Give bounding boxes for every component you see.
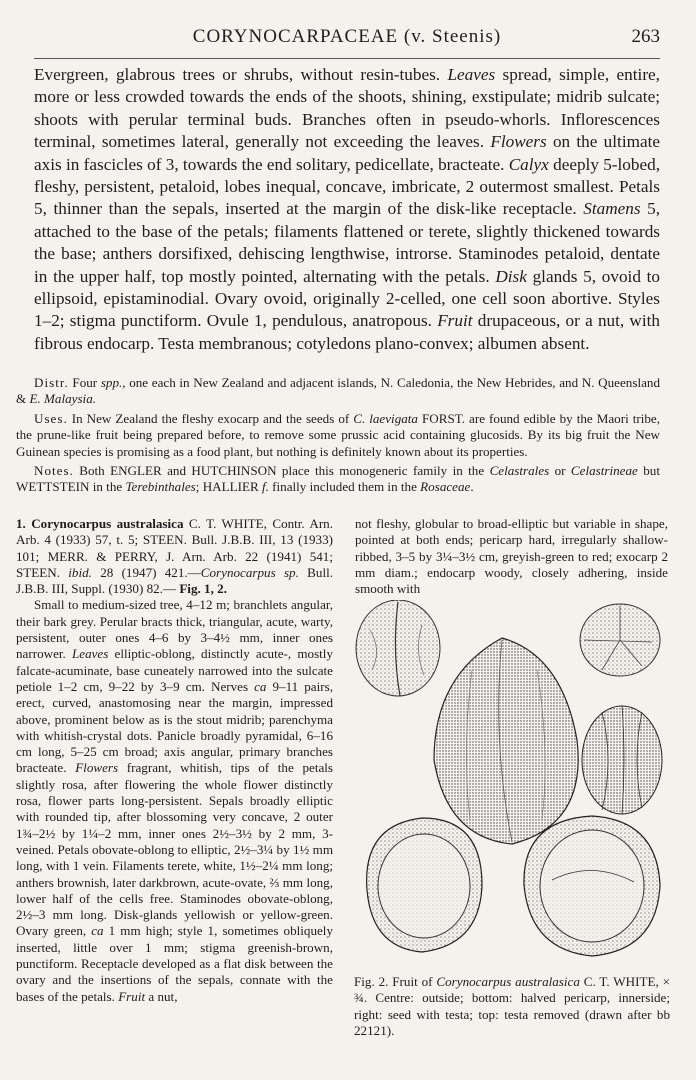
text-run: ca xyxy=(254,678,267,694)
text-run: Rosaceae xyxy=(420,479,471,495)
text-run: elliptic-oblong, distinctly acute-, mostly falcate-acuminate, base cuneately narrowed into the sulcate petiole 1–2 cm, 9–22 by 3–9 cm. Nerves xyxy=(16,646,333,694)
pericarp-bottom-left xyxy=(367,818,482,952)
text-run: Flowers xyxy=(490,132,547,152)
species-column-right xyxy=(355,516,668,597)
text-run: Fruit xyxy=(118,988,146,1004)
page-number: 263 xyxy=(631,26,660,47)
pericarp-bottom-right xyxy=(524,816,660,956)
text-run: or xyxy=(549,463,571,479)
text-run: E. Malaysia. xyxy=(29,391,97,407)
text-run: Leaves xyxy=(71,646,109,662)
text-run: spp. xyxy=(100,375,123,390)
family-description xyxy=(34,64,660,355)
text-run: C. T. WHITE, Contr. Arn. Arb. 4 (1933) 57, t. 5; STEEN. Bull. J.B.B. III, 13 (1933) 101; MERR. & PERRY, J. Arn. Arb. 22 (1941) 541; STEEN. xyxy=(16,516,334,580)
text-run: Uses. xyxy=(34,410,68,426)
species-description-continued: not fleshy, globular to broad-elliptic but variable in shape, pointed at both ends; pericarp hard, irregularly shallow-ribbed, 3–5 by 3¼–3½ cm, greyish-green to red; exocarp 2 mm diam.; endocarp woody, closely adhering, inside smooth with xyxy=(355,516,668,597)
text-run: C. laevigata xyxy=(353,410,418,426)
text-run: Evergreen, glabrous trees or shrubs, without resin-tubes. xyxy=(34,65,448,84)
text-run: Both ENGLER and HUTCHINSON place this monogeneric family in the xyxy=(73,463,490,479)
species-heading xyxy=(16,516,333,597)
text-run: 9–11 pairs, erect, curved, anastomosing near the margin, impressed above, prominent below as is the stout midrib; parenchyma with whitish-crystal dots. Panicle broadly pyramidal, 6–16 cm long, 5–25 cm broad; axis angular, primary branches bracteate. xyxy=(16,678,333,776)
text-run: Notes. xyxy=(34,463,74,479)
text-run: FORST. are found edible by the Maori tribe, the prune-like fruit being prepared before, to remove some prussic acid containing glucosids. By its big fruit the New Guinean species is promising as a food plant, but nothing is definitely known about its properties. xyxy=(16,410,660,459)
text-run: Terebinthales xyxy=(125,479,196,495)
text-run: , one each in New Zealand and adjacent islands, N. Caledonia, the New Hebrides, and N. Queensland & xyxy=(16,375,660,407)
text-run: ibid. xyxy=(68,564,92,580)
text-run: Celastrineae xyxy=(570,463,638,479)
figure-caption xyxy=(354,974,670,1039)
text-run: Small to medium-sized tree, 4–12 m; branchlets angular, their bark grey. Perular bracts thick, triangular, acute, warty, persistent, outer ones 4–6 by 3–4½ mm, inner ones narrower. xyxy=(16,597,333,662)
text-run: ca xyxy=(91,923,104,939)
text-run: Flowers xyxy=(75,760,119,776)
text-run: finally included them in the xyxy=(268,479,421,495)
text-run: Bull. J.B.B. III, Suppl. (1930) 82.— xyxy=(16,564,333,597)
header-rule xyxy=(34,58,660,59)
text-run: deeply 5-lobed, fleshy, persistent, petaloid, lobes inequal, concave, imbricate, 2 outermost smallest. Petals 5, thinner than the sepals, inserted at the margin of the disk-like receptacle. xyxy=(34,154,661,219)
text-run: Leaves xyxy=(447,65,496,84)
running-title: CORYNOCARPACEAE (v. Steenis) xyxy=(192,26,502,47)
text-run: on the ultimate axis in fascicles of 3, towards the end solitary, pedicellate, bracteate. xyxy=(34,132,661,174)
text-run: Fig. 1, 2. xyxy=(179,581,227,597)
text-run: Fig. 2. Fruit of xyxy=(354,974,437,989)
uses-paragraph xyxy=(16,411,660,460)
seed-top-right xyxy=(580,604,660,676)
text-run: In New Zealand the fleshy exocarp and the seeds of xyxy=(67,410,354,426)
fruit-centre xyxy=(434,638,578,844)
text-run: Distr. xyxy=(34,375,69,390)
text-run: f. xyxy=(261,479,269,495)
text-run: glands 5, ovoid to ellipsoid, epistaminodial. Ovary ovoid, originally 2-celled, one cell soon abortive. Styles 1–2; stigma punctiform. Ovule 1, pendulous, anatropous. xyxy=(34,266,660,331)
text-run: fragrant, whitish, tips of the petals slightly rosa, after flowering the whole flower distinctly rosa, flower parts long-persistent. Sepals broadly elliptic with rounded tip, after blossoming very concave, 2 outer 1¾–2½ by 1¼–2 mm, inner ones 2½–3½ by 2 mm, 3-veined. Petals obovate-oblong to elliptic, 2½–3¼ by 1½ mm long, with 1 vein. Filaments terete, white, 1½–2¼ mm long; anthers brownish, later darkbrown, acute-ovate, ⅔ mm long, lower half of the cells free. Staminodes obovate-oblong, 2½–3 mm long. Disk-glands yellowish or yellow-green. Ovary green, xyxy=(16,760,333,939)
text-run: but WETTSTEIN in the xyxy=(16,463,660,495)
distribution-paragraph xyxy=(16,375,660,408)
text-run: 1 mm high; style 1, sometimes obliquely inserted, little over 1 mm; stigma greenish-brown, punctiform. Receptacle developed as a flat disk between the ovary and the insertions of the sepals, connate with the bases of the petals. xyxy=(16,923,333,1004)
text-run: ; HALLIER xyxy=(195,479,262,495)
text-run: Celastrales xyxy=(489,463,550,479)
text-run: C. T. WHITE, × ¾. Centre: outside; bottom: halved pericarp, innerside; right: seed with testa; top: testa removed (drawn after bb 22121). xyxy=(354,974,670,1038)
fruit-illustration xyxy=(352,600,670,970)
text-run: Stamens xyxy=(583,199,641,219)
species-description xyxy=(16,597,333,1004)
text-run: . xyxy=(470,479,474,495)
text-run: Fruit xyxy=(437,311,473,331)
text-run: drupaceous, or a nut, with fibrous endocarp. Testa membranous; cotyledons plano-convex; albumen absent. xyxy=(34,311,660,353)
text-run: spread, simple, entire, more or less crowded towards the ends of the shoots, shining, exstipulate; midrib sulcate; shoots with perular terminal buds. Branches often in pseudo-whorls. Inflorescences terminal, sometimes lateral, generally not exceeding the leaves. xyxy=(34,65,660,152)
seed-top-left xyxy=(356,600,440,696)
text-run: Corynocarpus australasica xyxy=(436,974,580,989)
text-run: Disk xyxy=(495,266,527,286)
text-run: 5, attached to the base of the petals; filaments flattened or terete, slightly thickened towards the base; anthers dorsifixed, dehiscing lengthwise, introrse. Staminodes petaloid, dentate in the upper half, top mostly pointed, alternating with the petals. xyxy=(34,199,661,286)
seed-right xyxy=(582,706,662,814)
text-run: Corynocarpus sp. xyxy=(200,564,299,580)
family-notes xyxy=(16,375,660,499)
text-run: Calyx xyxy=(508,154,549,174)
text-run: Four xyxy=(68,375,101,390)
species-column-left xyxy=(16,516,333,1005)
text-run: 28 (1947) 421.— xyxy=(91,564,201,580)
text-run: 1. Corynocarpus australasica xyxy=(16,516,184,531)
notes-paragraph xyxy=(16,463,660,496)
page-header xyxy=(34,26,660,54)
text-run: a nut, xyxy=(145,988,178,1004)
